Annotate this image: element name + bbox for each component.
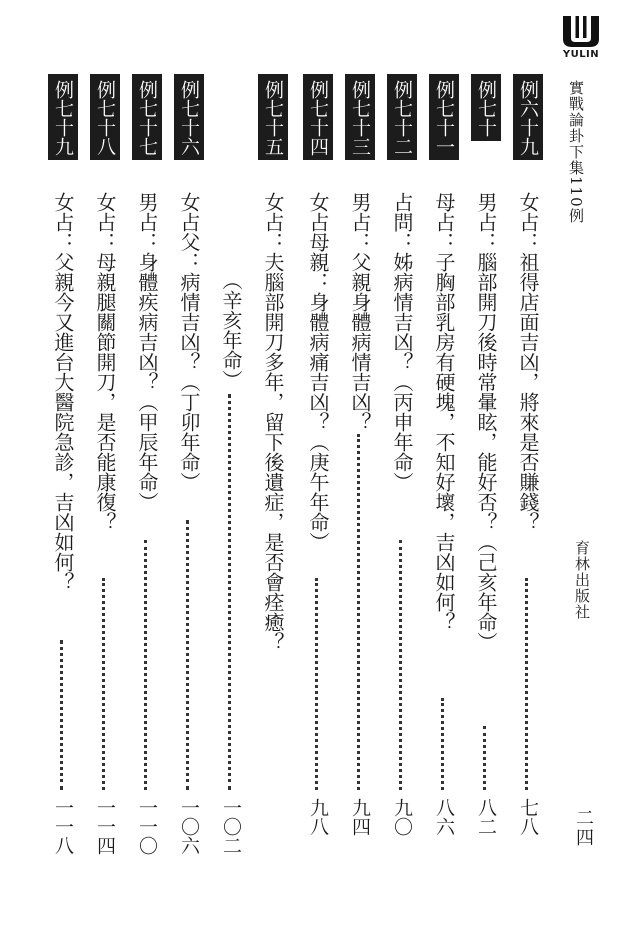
entry-question: 男占：腦部開刀後時常暈眩，能好否？（己亥年命）	[474, 192, 498, 652]
entry-question-continuation: （辛亥年命）	[219, 270, 243, 390]
entry-question: 男占：父親身體病情吉凶？	[348, 192, 372, 432]
dot-leader	[315, 578, 318, 790]
entry-question: 女占父：病情吉凶？（丁卯年命）	[177, 192, 201, 492]
entry-page: 一〇六	[178, 798, 200, 855]
entry-label: 例七十八	[90, 74, 120, 160]
entry-question: 女占：祖得店面吉凶，將來是否賺錢？	[516, 192, 540, 532]
logo-text: YULIN	[562, 49, 600, 60]
entry-question: 男占：身體疾病吉凶？（甲辰年命）	[135, 192, 159, 512]
entry-label: 例七十一	[429, 74, 459, 160]
entry-page: 一一八	[52, 798, 74, 855]
entry-label: 例七十三	[345, 74, 375, 160]
entry-page: 八六	[433, 798, 455, 836]
dot-leader	[228, 394, 231, 790]
entry-page: 一一四	[94, 798, 116, 855]
dot-leader	[483, 726, 486, 790]
dot-leader	[441, 698, 444, 790]
publisher-logo	[556, 14, 606, 60]
dot-leader	[186, 520, 189, 790]
entry-label: 例七十四	[303, 74, 333, 160]
entry-page: 九八	[307, 798, 329, 836]
entry-question: 女占：父親今又進台大醫院急診，吉凶如何？	[51, 192, 75, 592]
entry-question: 女占：夫腦部開刀多年，留下後遺症，是否會痊癒？	[261, 192, 285, 652]
dot-leader	[399, 540, 402, 790]
entry-label: 例六十九	[513, 74, 543, 160]
entry-page: 九四	[349, 798, 371, 836]
entry-page: 七八	[517, 798, 539, 836]
yulin-logo-icon	[560, 14, 602, 48]
entry-label: 例七十九	[48, 74, 78, 160]
entry-question: 母占：子胸部乳房有硬塊，不知好壞，吉凶如何？	[432, 192, 456, 632]
entry-label: 例七十七	[132, 74, 162, 160]
entry-question: 占問：姊病情吉凶？（丙申年命）	[390, 192, 414, 492]
entry-question: 女占母親：身體病痛吉凶？（庚午年命）	[306, 192, 330, 552]
page-number: 二四	[573, 808, 594, 848]
entry-label: 例七十五	[258, 74, 288, 160]
entry-label: 例七十二	[387, 74, 417, 160]
dot-leader	[525, 578, 528, 790]
entry-question: 女占：母親腿關節開刀，是否能康復？	[93, 192, 117, 532]
entry-page: 九〇	[391, 798, 413, 836]
publisher-name: 育林出版社	[573, 540, 591, 620]
dot-leader	[60, 640, 63, 790]
entry-label: 例七十	[471, 74, 501, 141]
entry-page: 八二	[475, 798, 497, 836]
entry-page: 一〇二	[220, 798, 242, 855]
entry-label: 例七十六	[174, 74, 204, 160]
dot-leader	[102, 578, 105, 790]
entry-page: 一一〇	[136, 798, 158, 855]
book-title: 實戰論卦下集110例	[567, 80, 585, 224]
dot-leader	[144, 540, 147, 790]
dot-leader	[357, 434, 360, 790]
